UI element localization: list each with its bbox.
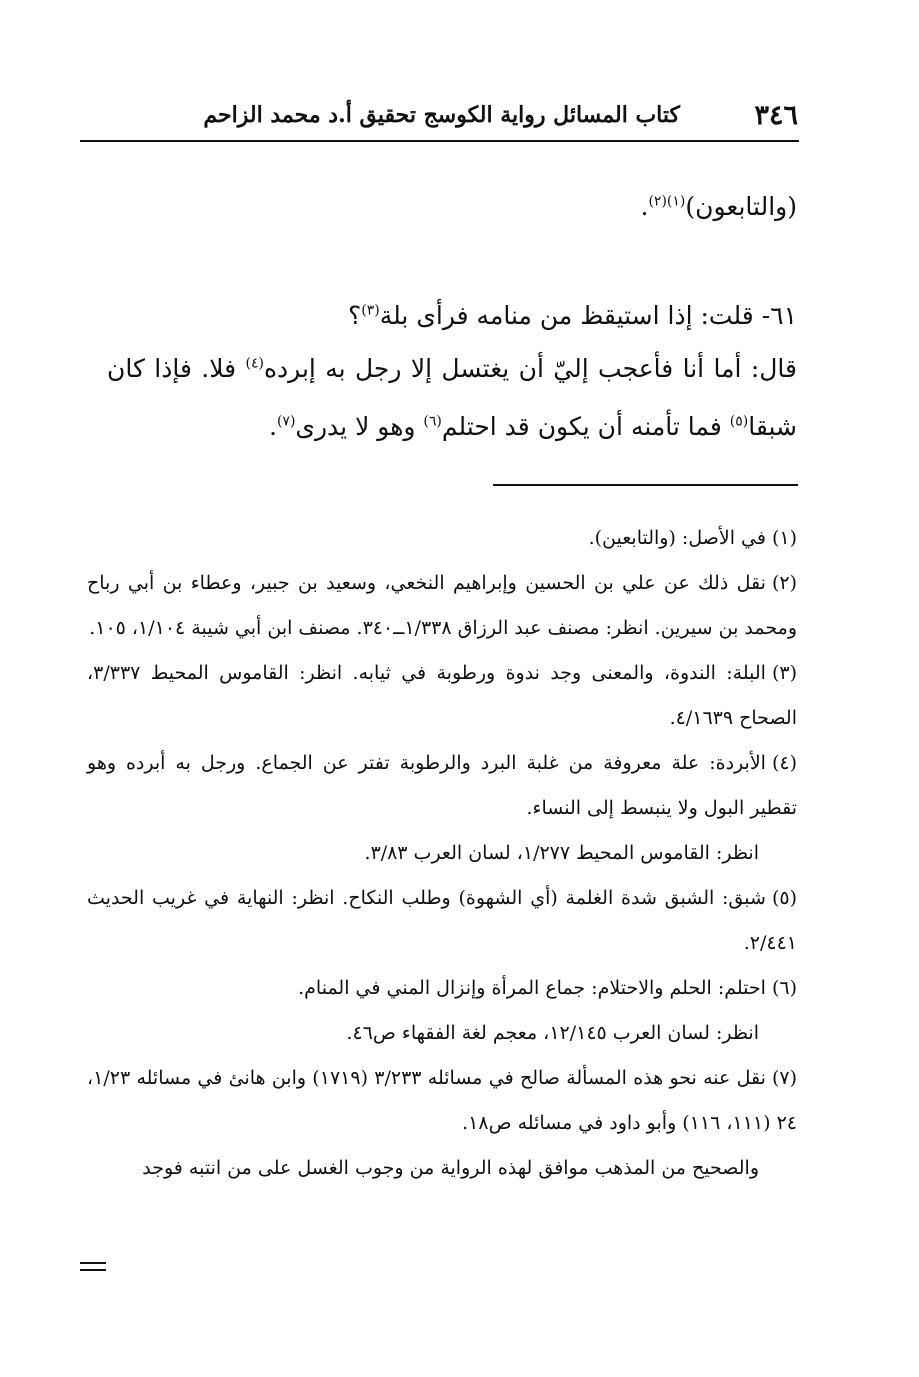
footnote-number: (٢)	[771, 572, 797, 594]
footnote	[87, 1056, 797, 1191]
footnote-number: (٣)	[771, 662, 797, 684]
footnote-text: نقل عنه نحو هذه المسألة صالح في مسائله ٣/٢٣٣ (١٧١٩) وابن هانئ في مسائله ١/٢٣، ٢٤ (١١١، ١١٦) وأبو داود في مسائله ص١٨.	[87, 1067, 797, 1134]
footnote	[87, 561, 797, 651]
footnote-number: (١)	[771, 527, 797, 549]
answer-text: وهو لا يدرى	[295, 412, 424, 441]
continuation-text: (والتابعون)	[685, 192, 797, 221]
question-mark: ؟	[348, 301, 362, 330]
footnote-continuation: والصحيح من المذهب موافق لهذه الرواية من وجوب الغسل على من انتبه فوجد	[142, 1157, 759, 1179]
page-number: ٣٤٦	[754, 100, 798, 131]
answer-text: فما تأمنه أن يكون قد احتلم	[441, 412, 730, 441]
footnote-reference-line: انظر: القاموس المحيط ١/٢٧٧، لسان العرب ٣/٨٣.	[364, 842, 759, 864]
footnote	[87, 741, 797, 876]
continuation-mark	[80, 1262, 106, 1276]
continuation-line: (والتابعون)$^{(١)(٢)}$.	[640, 192, 797, 221]
footnotes	[87, 516, 797, 1191]
footnote-number: (٥)	[771, 887, 797, 909]
footnote	[87, 966, 797, 1056]
footnote-separator	[493, 484, 798, 486]
footnote-reference-line: انظر: لسان العرب ١٢/١٤٥، معجم لغة الفقهاء ص٤٦.	[346, 1022, 759, 1044]
question-paragraph	[157, 287, 797, 345]
footnote-number: (٧)	[771, 1067, 798, 1089]
running-title: كتاب المسائل رواية الكوسج تحقيق أ.د محمد الزاحم	[203, 102, 680, 128]
footnote	[87, 516, 797, 561]
footnote-ref: (٣)	[361, 302, 380, 319]
footnote-ref: (٥)	[729, 413, 749, 430]
footnote-text: الأبردة: علة معروفة من غلبة البرد والرطوبة تفتر عن الجماع. ورجل به أبرده وهو تقطير البول ولا ينبسط إلى النساء.	[87, 752, 797, 819]
question-number: ٦١-	[761, 301, 797, 330]
footnote-number: (٤)	[771, 752, 797, 774]
footnote-text: شبق: الشبق شدة الغلمة (أي الشهوة) وطلب النكاح. انظر: النهاية في غريب الحديث ٢/٤٤١.	[87, 887, 797, 954]
footnote-ref: (٦)	[423, 413, 442, 430]
answer-text: فلا. فإذا كان شبقا	[107, 354, 797, 441]
footnote-ref: (١)(٢)	[648, 193, 686, 210]
question-text: قلت: إذا استيقظ من منامه فرأى بلة	[379, 301, 754, 330]
footnote-text: في الأصل: (والتابعين).	[588, 527, 766, 549]
page-header	[78, 100, 798, 140]
footnote-number: (٦)	[771, 977, 797, 999]
answer-paragraph: قال: أما أنا فأعجب إليّ أن يغتسل إلا رجل به إبرده$^{(٤)}$ فلا. فإذا كان شبقا$^{(٥)}$ فما تأمنه أن يكون قد احتلم$^{(٦)}$ وهو لا يدرى$^{(٧)}$.	[107, 354, 797, 441]
footnote-ref: (٤)	[245, 355, 264, 372]
footnote-text: احتلم: الحلم والاحتلام: جماع المرأة وإنزال المني في المنام.	[298, 977, 766, 999]
footnote-text: نقل ذلك عن علي بن الحسين وإبراهيم النخعي، وسعيد بن جبير، وعطاء بن أبي رباح ومحمد بن سيرين. انظر: مصنف عبد الرزاق ١/٣٣٨ــ٣٤٠. مصنف ابن أبي شيبة ١/١٠٤، ١٠٥.	[87, 572, 797, 639]
footnote-text: البلة: الندوة، والمعنى وجد ندوة ورطوبة في ثيابه. انظر: القاموس المحيط ٣/٣٣٧، الصحاح ٤/١٦٣٩.	[87, 662, 797, 729]
footnote	[87, 651, 797, 741]
answer-text: قال: أما أنا فأعجب إليّ أن يغتسل إلا رجل به إبرده	[263, 354, 797, 383]
footnote	[87, 876, 797, 966]
footnote-ref: (٧)	[276, 413, 296, 430]
header-rule	[80, 140, 799, 142]
